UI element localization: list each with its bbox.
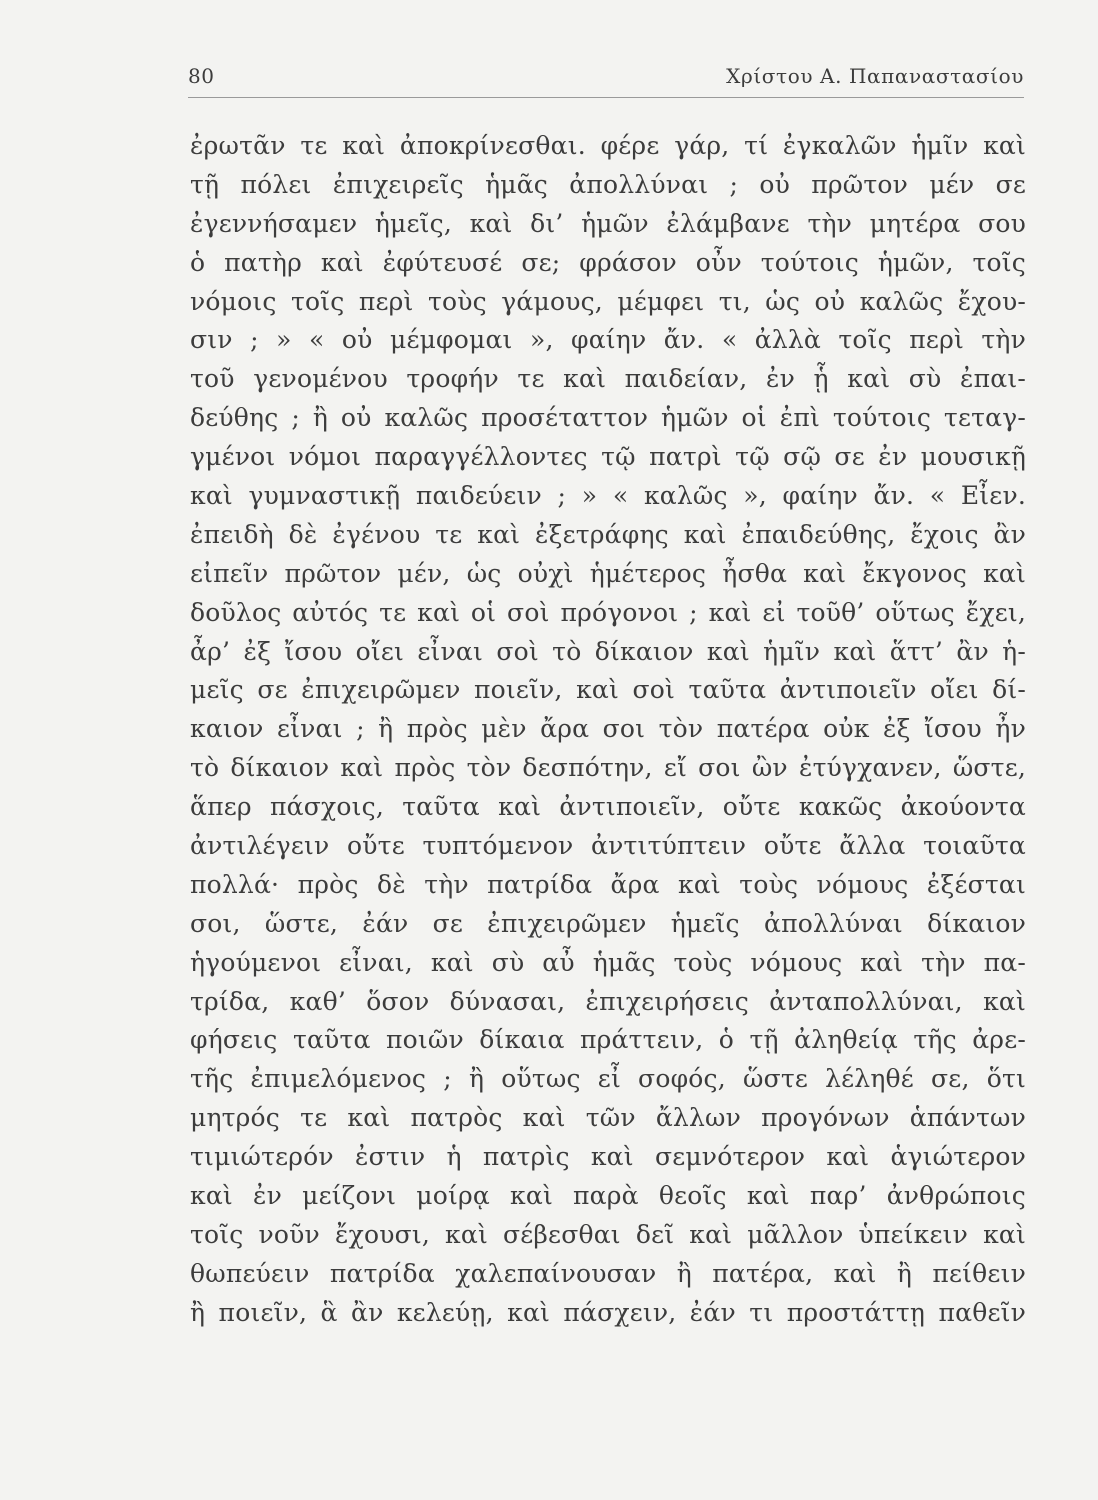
- text-line: ὁ πατὴρ καὶ ἐφύτευσέ σε; φράσον οὖν τούτοις ἡμῶν, τοῖς: [190, 247, 1026, 277]
- body-text: [190, 127, 1026, 1333]
- text-line: δοῦλος αὐτός τε καὶ οἱ σοὶ πρόγονοι ; καὶ εἰ τοῦθ’ οὕτως ἔχει,: [190, 597, 1026, 627]
- text-line: τρίδα, καθ’ ὅσον δύνασαι, ἐπιχειρήσεις ἀνταπολλύναι, καὶ: [190, 986, 1026, 1016]
- text-line: τιμιώτερόν ἐστιν ἡ πατρὶς καὶ σεμνότερον καὶ ἁγιώτερον: [190, 1142, 1026, 1172]
- text-line: μεῖς σε ἐπιχειρῶμεν ποιεῖν, καὶ σοὶ ταῦτα ἀντιποιεῖν οἴει δί-: [190, 675, 1026, 705]
- text-line: τῇ πόλει ἐπιχειρεῖς ἡμᾶς ἀπολλύναι ; οὐ πρῶτον μέν σε: [190, 169, 1026, 199]
- text-line: ἅπερ πάσχοις, ταῦτα καὶ ἀντιποιεῖν, οὔτε κακῶς ἀκούοντα: [190, 792, 1026, 822]
- text-line: τοῦ γενομένου τροφήν τε καὶ παιδείαν, ἐν ᾗ καὶ σὺ ἐπαι-: [190, 364, 1026, 394]
- text-line: πολλά· πρὸς δὲ τὴν πατρίδα ἄρα καὶ τοὺς νόμους ἐξέσται: [190, 869, 1026, 899]
- text-line: φήσεις ταῦτα ποιῶν δίκαια πράττειν, ὁ τῇ ἀληθείᾳ τῆς ἀρε-: [190, 1025, 1026, 1055]
- text-line: ἆρ’ ἐξ ἴσου οἴει εἶναι σοὶ τὸ δίκαιον καὶ ἡμῖν καὶ ἅττ’ ἂν ἡ-: [190, 636, 1026, 666]
- text-line: καὶ ἐν μείζονι μοίρᾳ καὶ παρὰ θεοῖς καὶ παρ’ ἀνθρώποις: [190, 1181, 1026, 1211]
- text-line: τῆς ἐπιμελόμενος ; ἢ οὕτως εἶ σοφός, ὥστε λέληθέ σε, ὅτι: [190, 1064, 1026, 1094]
- text-line: τὸ δίκαιον καὶ πρὸς τὸν δεσπότην, εἴ σοι ὢν ἐτύγχανεν, ὥστε,: [190, 753, 1026, 783]
- header-rule: [188, 97, 1024, 98]
- text-line: νόμοις τοῖς περὶ τοὺς γάμους, μέμφει τι, ὡς οὐ καλῶς ἔχου-: [190, 286, 1026, 316]
- text-line: ἡγούμενοι εἶναι, καὶ σὺ αὖ ἡμᾶς τοὺς νόμους καὶ τὴν πα-: [190, 947, 1026, 977]
- text-line: ἢ ποιεῖν, ἃ ἂν κελεύῃ, καὶ πάσχειν, ἐάν τι προστάττῃ παθεῖν: [190, 1297, 1026, 1327]
- text-line: τοῖς νοῦν ἔχουσι, καὶ σέβεσθαι δεῖ καὶ μᾶλλον ὑπείκειν καὶ: [190, 1219, 1026, 1249]
- header-author: Χρίστου Α. Παπαναστασίου: [726, 64, 1024, 88]
- text-line: ἀντιλέγειν οὔτε τυπτόμενον ἀντιτύπτειν οὔτε ἄλλα τοιαῦτα: [190, 831, 1026, 861]
- text-line: ἐρωτᾶν τε καὶ ἀποκρίνεσθαι. φέρε γάρ, τί ἐγκαλῶν ἡμῖν καὶ: [190, 131, 1026, 160]
- text-line: γμένοι νόμοι παραγγέλλοντες τῷ πατρὶ τῷ σῷ σε ἐν μουσικῇ: [190, 442, 1026, 472]
- text-line: καὶ γυμναστικῇ παιδεύειν ; » « καλῶς », φαίην ἄν. « Εἶεν.: [190, 481, 1026, 511]
- text-line: εἰπεῖν πρῶτον μέν, ὡς οὐχὶ ἡμέτερος ἦσθα καὶ ἔκγονος καὶ: [190, 558, 1026, 588]
- text-line: ἐγεννήσαμεν ἡμεῖς, καὶ δι’ ἡμῶν ἐλάμβανε τὴν μητέρα σου: [190, 208, 1026, 238]
- text-line: θωπεύειν πατρίδα χαλεπαίνουσαν ἢ πατέρα, καὶ ἢ πείθειν: [190, 1258, 1026, 1288]
- text-line: μητρός τε καὶ πατρὸς καὶ τῶν ἄλλων προγόνων ἁπάντων: [190, 1103, 1026, 1133]
- page-number: 80: [188, 64, 215, 88]
- text-line: δεύθης ; ἢ οὐ καλῶς προσέταττον ἡμῶν οἱ ἐπὶ τούτοις τεταγ-: [190, 403, 1026, 433]
- text-line: ἐπειδὴ δὲ ἐγένου τε καὶ ἐξετράφης καὶ ἐπαιδεύθης, ἔχοις ἂν: [190, 519, 1026, 549]
- text-line: καιον εἶναι ; ἢ πρὸς μὲν ἄρα σοι τὸν πατέρα οὐκ ἐξ ἴσου ἦν: [190, 714, 1026, 744]
- running-head: [188, 64, 1024, 94]
- text-line: σοι, ὥστε, ἐάν σε ἐπιχειρῶμεν ἡμεῖς ἀπολλύναι δίκαιον: [190, 908, 1026, 938]
- text-line: σιν ; » « οὐ μέμφομαι », φαίην ἄν. « ἀλλὰ τοῖς περὶ τὴν: [190, 325, 1026, 355]
